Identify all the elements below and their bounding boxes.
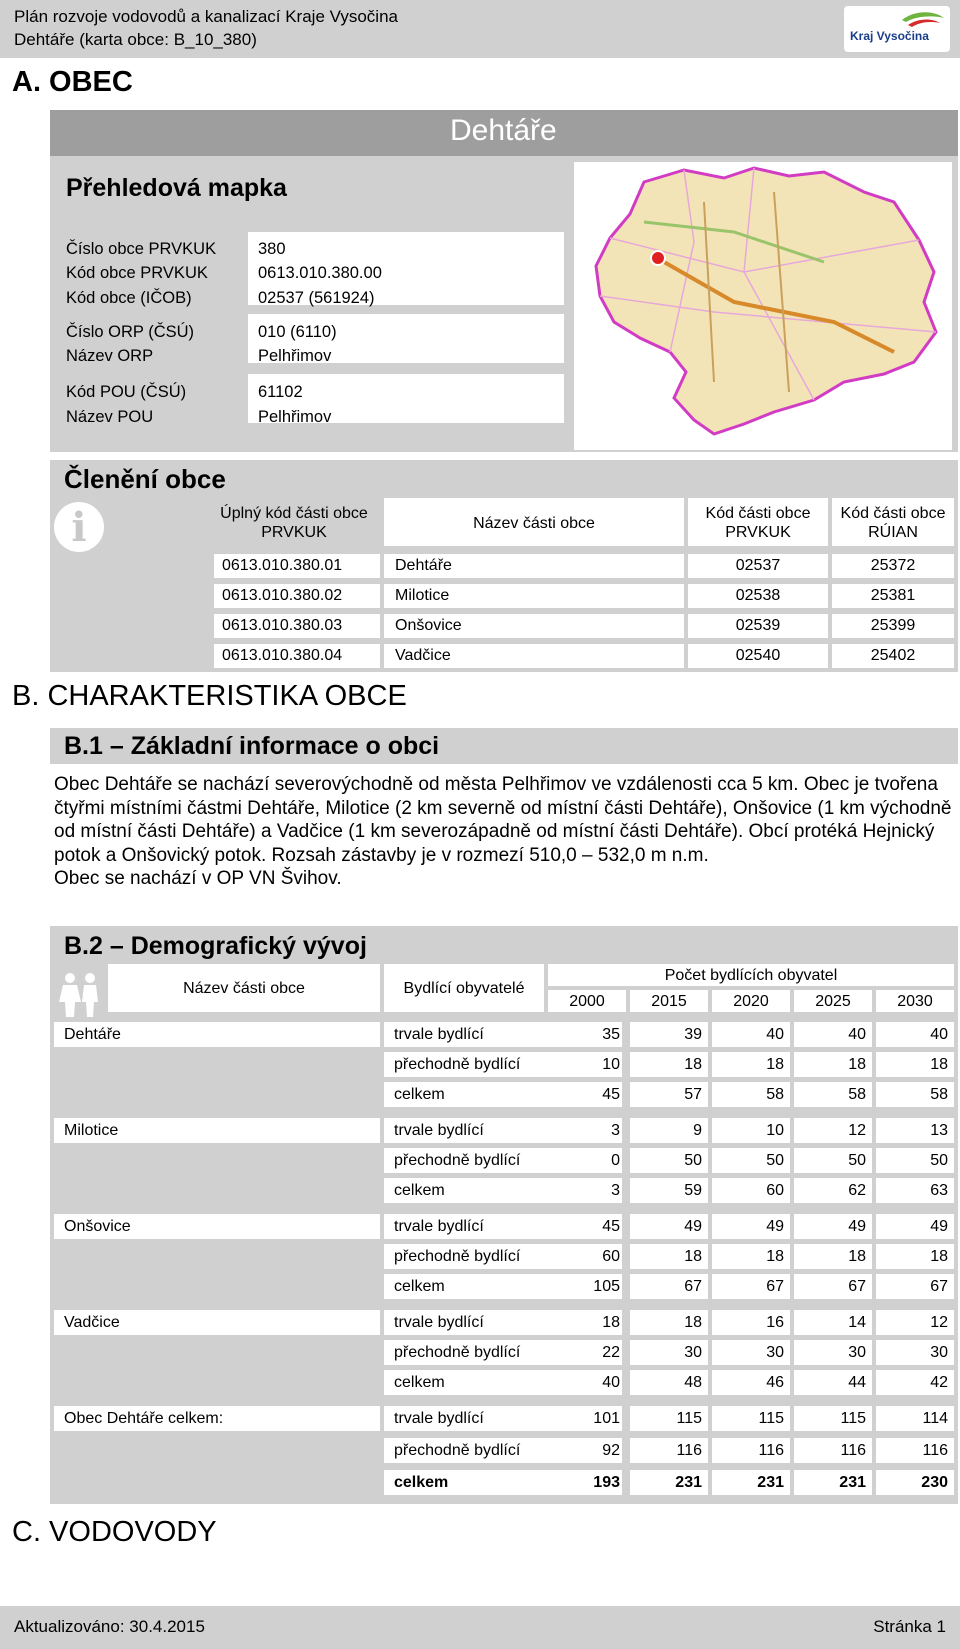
field-label: Kód POU (ČSÚ): [66, 383, 187, 401]
demo-value: 50: [848, 1152, 866, 1169]
clen-code: 0613.010.380.01: [222, 557, 343, 574]
demo-value: 40: [766, 1026, 784, 1043]
clen-prvkuk: 02538: [735, 587, 781, 604]
field-value: Pelhřimov: [258, 408, 332, 426]
year-header: 2015: [651, 993, 687, 1010]
demo-value: 63: [930, 1182, 948, 1199]
page-header: [0, 0, 960, 58]
location-marker: [651, 251, 665, 265]
demo-value: 58: [766, 1086, 784, 1103]
clen-name: Dehtáře: [395, 557, 452, 574]
clen-ruian: 25402: [870, 647, 916, 664]
demo-value: 3: [611, 1182, 620, 1199]
updated-date: Aktualizováno: 30.4.2015: [14, 1617, 205, 1636]
year-header: 2025: [815, 993, 851, 1010]
demo-part-name: Obec Dehtáře celkem:: [64, 1410, 224, 1427]
field-value: 010 (6110): [258, 323, 337, 341]
demo-value: 30: [766, 1344, 784, 1361]
demo-value: 18: [684, 1056, 702, 1073]
demo-type: celkem: [394, 1086, 445, 1103]
demo-value: 62: [848, 1182, 866, 1199]
b1-title: B.1 – Základní informace o obci: [64, 732, 440, 760]
demo-type: přechodně bydlící: [394, 1056, 521, 1073]
kraj-vysocina-logo: [844, 6, 950, 52]
year-header: 2030: [897, 993, 933, 1010]
demo-value: 18: [930, 1056, 948, 1073]
overview-map: [574, 162, 952, 450]
demo-value: 50: [684, 1152, 702, 1169]
demo-value: 18: [848, 1248, 866, 1265]
demo-value: 9: [693, 1122, 702, 1139]
demo-value: 50: [930, 1152, 948, 1169]
field-value: 02537 (561924): [258, 289, 375, 307]
demo-value: 116: [676, 1442, 702, 1459]
demo-value: 115: [676, 1410, 702, 1427]
demo-part-name: Vadčice: [64, 1314, 120, 1331]
demo-type: trvale bydlící: [394, 1410, 484, 1427]
demo-value: 13: [930, 1122, 948, 1139]
demo-value: 39: [684, 1026, 702, 1043]
demo-value: 46: [766, 1374, 784, 1391]
demo-value: 59: [684, 1182, 702, 1199]
demo-type: celkem: [394, 1474, 449, 1491]
demo-value: 42: [930, 1374, 948, 1391]
clen-name: Milotice: [395, 587, 450, 604]
demo-value: 116: [758, 1442, 784, 1459]
clen-ruian: 25399: [870, 617, 916, 634]
clen-header-prvkuk: Kód části obce PRVKUK: [705, 505, 811, 541]
demo-value: 18: [684, 1248, 702, 1265]
demo-value: 22: [602, 1344, 620, 1361]
demo-value: 231: [757, 1474, 784, 1491]
demo-value: 35: [602, 1026, 620, 1043]
demo-value: 18: [848, 1056, 866, 1073]
b1-paragraph: Obec Dehtáře se nachází severovýchodně od města Pelhřimov ve vzdálenosti cca 5 km. Obec je tvořena čtyřmi místními částmi Dehtáře, Milotice (2 km severně od místní části Dehtáře), Onšovice (1 km východně od místní části Dehtáře) a Vadčice (1 km severozápadně od místní části Dehtáře). Obcí protéká Hejnický potok a Onšovický potok. Rozsah zástavby je v rozmezí 510,0 – 532,0 m n.m.: [54, 774, 952, 866]
demo-value: 105: [593, 1278, 620, 1295]
demo-type: trvale bydlící: [394, 1314, 484, 1331]
demo-type: trvale bydlící: [394, 1026, 484, 1043]
info-icon: i: [54, 502, 104, 552]
demo-value: 30: [848, 1344, 866, 1361]
demo-value: 10: [766, 1122, 784, 1139]
demo-type: přechodně bydlící: [394, 1248, 521, 1265]
demo-type: celkem: [394, 1374, 445, 1391]
demo-value: 49: [848, 1218, 866, 1235]
b2-title: B.2 – Demografický vývoj: [64, 932, 367, 960]
clen-prvkuk: 02539: [735, 617, 781, 634]
demo-value: 18: [684, 1314, 702, 1331]
demo-part-name: Milotice: [64, 1122, 119, 1139]
demo-value: 193: [593, 1474, 620, 1491]
demo-value: 67: [766, 1278, 784, 1295]
clen-ruian: 25381: [870, 587, 916, 604]
demo-value: 0: [611, 1152, 620, 1169]
demo-value: 114: [922, 1410, 948, 1427]
clen-prvkuk: 02540: [735, 647, 781, 664]
demo-value: 49: [930, 1218, 948, 1235]
clen-code: 0613.010.380.02: [222, 587, 343, 604]
clen-prvkuk: 02537: [735, 557, 781, 574]
map-title: Přehledová mapka: [66, 174, 287, 202]
demo-value: 18: [766, 1056, 784, 1073]
demo-value: 18: [602, 1314, 620, 1331]
demo-value: 40: [930, 1026, 948, 1043]
field-label: Název ORP: [66, 347, 154, 365]
demo-value: 60: [602, 1248, 620, 1265]
demo-value: 115: [840, 1410, 866, 1427]
obec-name: Dehtáře: [450, 114, 557, 147]
page-number: Stránka 1: [873, 1617, 946, 1636]
demo-type: trvale bydlící: [394, 1122, 484, 1139]
clen-code: 0613.010.380.04: [222, 647, 343, 664]
field-value: 380: [258, 240, 286, 258]
demo-value: 40: [602, 1374, 620, 1391]
demo-value: 30: [930, 1344, 948, 1361]
logo-text: Kraj Vysočina: [850, 29, 929, 43]
demo-header-name: Název části obce: [183, 980, 305, 997]
demo-value: 231: [675, 1474, 702, 1491]
demo-value: 58: [930, 1086, 948, 1103]
section-a-heading: A. OBEC: [12, 66, 133, 98]
field-value: Pelhřimov: [258, 347, 332, 365]
demo-value: 57: [684, 1086, 702, 1103]
demo-value: 18: [766, 1248, 784, 1265]
demo-value: 230: [921, 1474, 948, 1491]
field-label: Název POU: [66, 408, 154, 426]
demo-value: 115: [758, 1410, 784, 1427]
demo-type: přechodně bydlící: [394, 1344, 521, 1361]
clen-header-ruian: Kód části obce RÚIAN: [840, 505, 946, 541]
document-title: Plán rozvoje vodovodů a kanalizací Kraje Vysočina: [14, 7, 398, 26]
field-value: 0613.010.380.00: [258, 264, 382, 282]
demo-value: 67: [684, 1278, 702, 1295]
document-subtitle: Dehtáře (karta obce: B_10_380): [14, 30, 257, 49]
demo-value: 12: [930, 1314, 948, 1331]
field-label: Kód obce PRVKUK: [66, 264, 208, 282]
clen-obce-title: Členění obce: [64, 464, 226, 494]
demo-type: přechodně bydlící: [394, 1152, 521, 1169]
demo-value: 45: [602, 1086, 620, 1103]
demo-type: trvale bydlící: [394, 1218, 484, 1235]
b1-ochranne-pasmo: Obec se nachází v OP VN Švihov.: [54, 868, 342, 889]
demo-value: 92: [602, 1442, 620, 1459]
field-label: Číslo ORP (ČSÚ): [66, 323, 195, 341]
clen-header-code: Úplný kód části obce PRVKUK: [220, 505, 368, 541]
demo-value: 30: [684, 1344, 702, 1361]
b1-text: [54, 773, 954, 891]
field-label: Kód obce (IČOB): [66, 289, 192, 307]
demo-value: 12: [848, 1122, 866, 1139]
demo-value: 10: [602, 1056, 620, 1073]
demo-type: přechodně bydlící: [394, 1442, 521, 1459]
demo-value: 101: [593, 1410, 620, 1427]
demo-value: 44: [848, 1374, 866, 1391]
year-header: 2000: [569, 993, 605, 1010]
demo-value: 18: [930, 1248, 948, 1265]
demo-value: 50: [766, 1152, 784, 1169]
demo-value: 49: [766, 1218, 784, 1235]
year-header: 2020: [733, 993, 769, 1010]
demo-value: 116: [840, 1442, 866, 1459]
demo-part-name: Dehtáře: [64, 1026, 121, 1043]
demo-type: celkem: [394, 1182, 445, 1199]
demo-value: 45: [602, 1218, 620, 1235]
demo-value: 60: [766, 1182, 784, 1199]
demo-value: 67: [848, 1278, 866, 1295]
section-b-heading: B. CHARAKTERISTIKA OBCE: [12, 680, 407, 712]
demo-value: 116: [922, 1442, 948, 1459]
clen-ruian: 25372: [870, 557, 916, 574]
clen-name: Vadčice: [395, 647, 451, 664]
demo-value: 67: [930, 1278, 948, 1295]
section-c-heading: C. VODOVODY: [12, 1516, 217, 1548]
demo-value: 14: [848, 1314, 866, 1331]
demo-value: 3: [611, 1122, 620, 1139]
demo-part-name: Onšovice: [64, 1218, 131, 1235]
clen-header-name: Název části obce: [473, 515, 595, 532]
clen-code: 0613.010.380.03: [222, 617, 343, 634]
field-value: 61102: [258, 383, 303, 401]
demo-value: 58: [848, 1086, 866, 1103]
demo-value: 40: [848, 1026, 866, 1043]
demo-value: 49: [684, 1218, 702, 1235]
demo-value: 48: [684, 1374, 702, 1391]
demo-value: 16: [766, 1314, 784, 1331]
demo-header-type: Bydlící obyvatelé: [403, 980, 525, 997]
demo-type: celkem: [394, 1278, 445, 1295]
demo-value: 231: [839, 1474, 866, 1491]
demo-header-group: Počet bydlících obyvatel: [664, 967, 838, 984]
clen-name: Onšovice: [395, 617, 462, 634]
people-icon: [56, 972, 104, 1018]
field-label: Číslo obce PRVKUK: [66, 240, 217, 258]
